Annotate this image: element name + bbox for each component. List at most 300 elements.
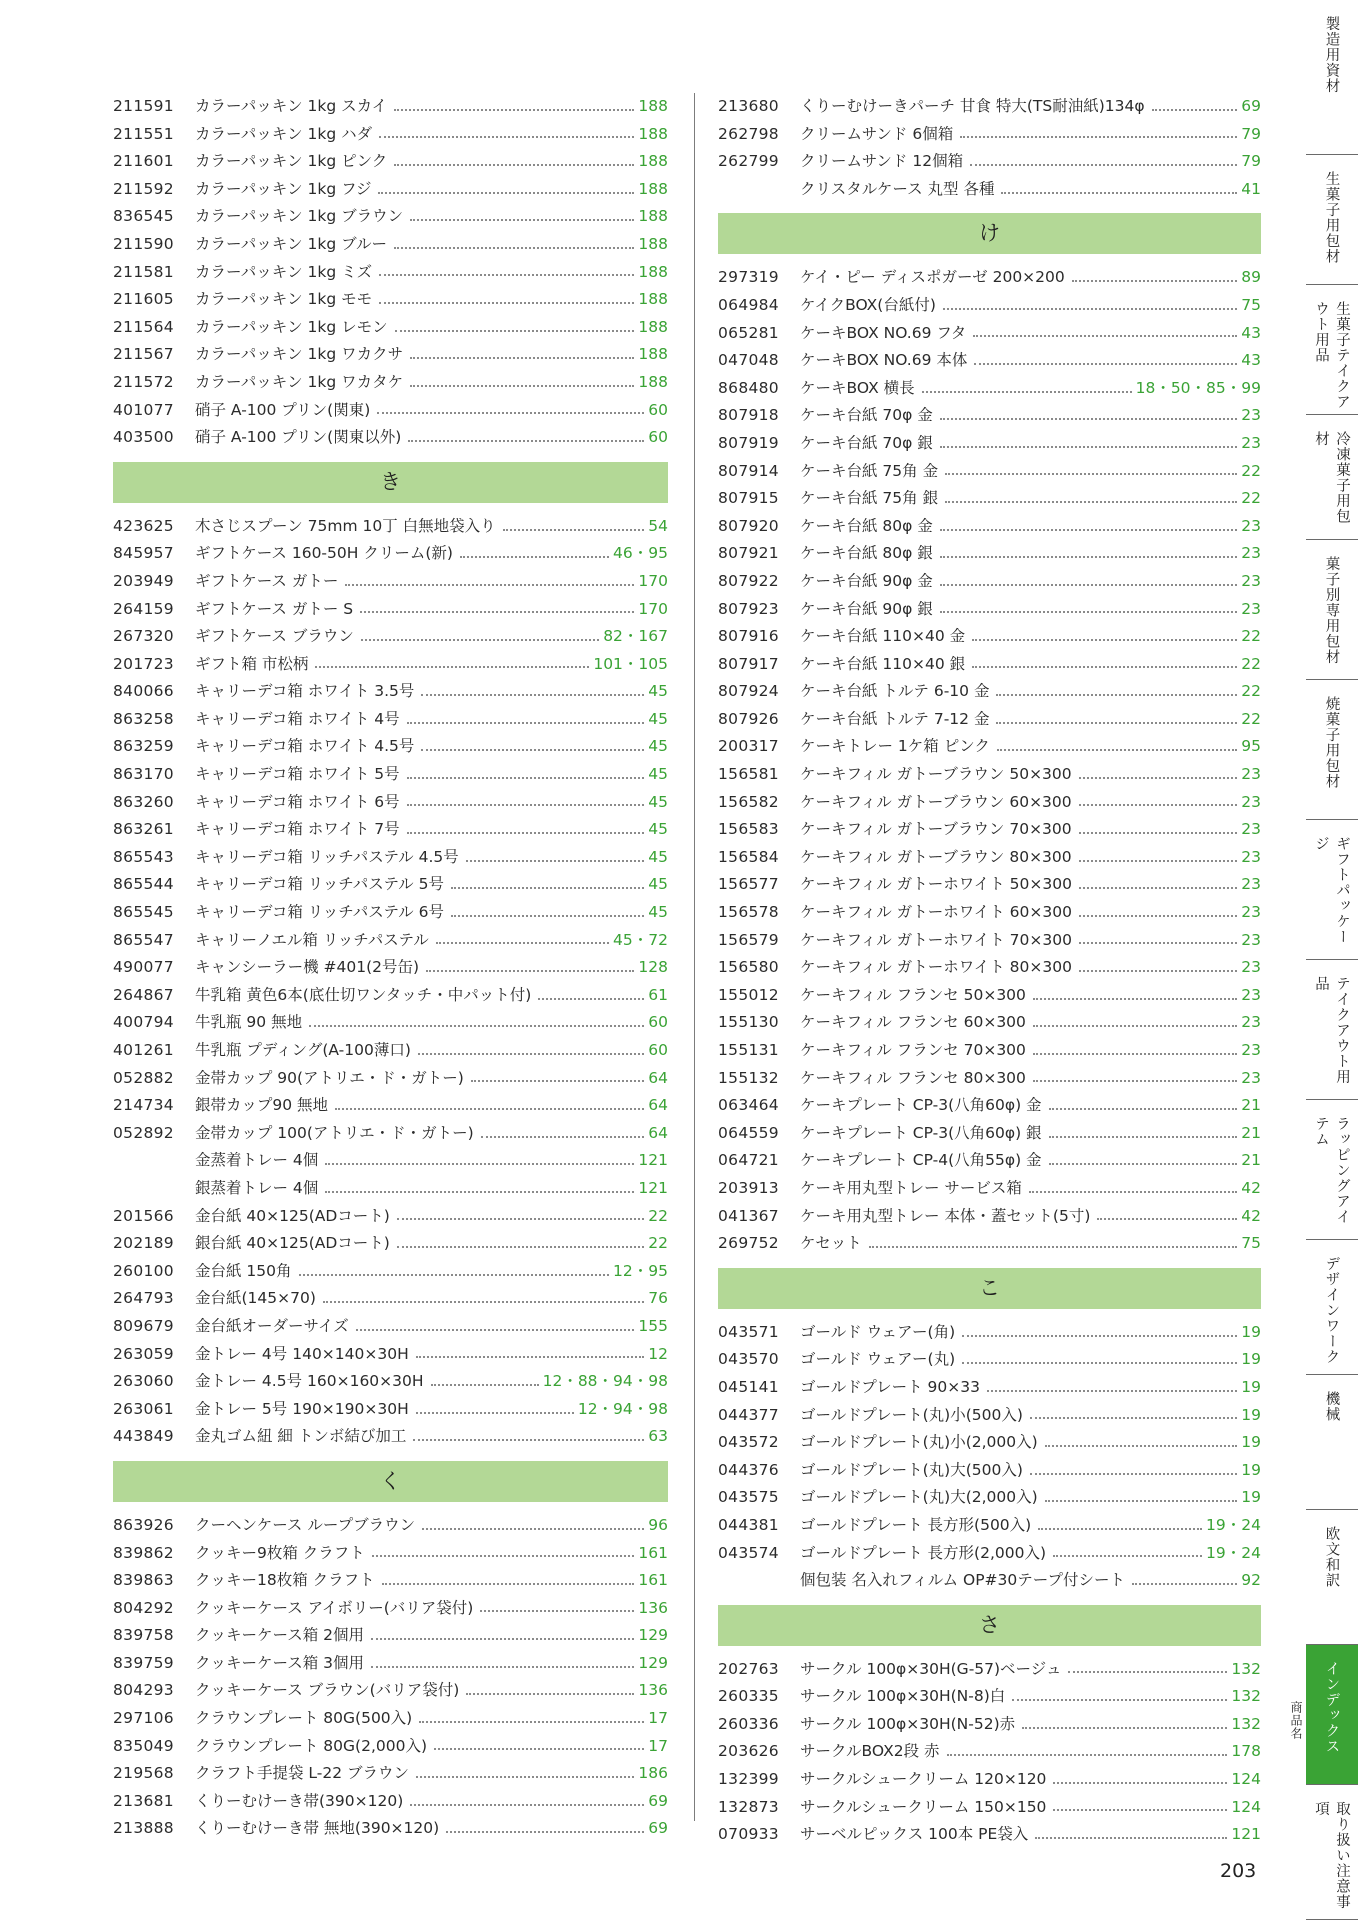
- page-reference-link[interactable]: 22: [1241, 709, 1261, 728]
- page-reference-link[interactable]: 188: [638, 207, 668, 226]
- product-code: 807914: [718, 461, 779, 480]
- product-code: 156580: [718, 958, 779, 977]
- dot-leader: [421, 694, 644, 696]
- page-reference-link[interactable]: 129: [638, 1653, 668, 1672]
- product-code: 156583: [718, 820, 779, 839]
- dot-leader: [394, 109, 634, 111]
- dot-leader: [1079, 915, 1237, 917]
- product-name: ケーキプレート CP-3(八角60φ) 銀: [800, 1123, 1042, 1142]
- dot-leader: [299, 1274, 610, 1276]
- product-name: クーヘンケース ループブラウン: [195, 1515, 416, 1534]
- page-reference-link[interactable]: 128: [638, 958, 668, 977]
- index-entry: [718, 568, 1261, 596]
- page-reference-link[interactable]: 188: [638, 262, 668, 281]
- product-code: 863170: [113, 765, 174, 784]
- product-code: 043571: [718, 1322, 779, 1341]
- page-reference-link[interactable]: 43: [1241, 351, 1261, 370]
- page-reference-link[interactable]: 17: [648, 1736, 668, 1755]
- index-entry: [718, 1009, 1261, 1037]
- index-entry: [718, 954, 1261, 982]
- page-reference-link[interactable]: 12: [648, 1344, 668, 1363]
- page-reference-link[interactable]: 178: [1231, 1742, 1261, 1761]
- product-code: 211601: [113, 152, 174, 171]
- product-code: 264159: [113, 599, 174, 618]
- index-entry: [113, 1230, 668, 1258]
- product-name: ケーキ台紙 トルテ 7-12 金: [800, 709, 990, 728]
- page-reference-link[interactable]: 45: [648, 847, 668, 866]
- product-code: 807918: [718, 406, 779, 425]
- section-tab-bar: [1306, 0, 1358, 1920]
- index-entry: [718, 176, 1261, 204]
- dot-leader: [1053, 1809, 1227, 1811]
- page-reference-link[interactable]: 60: [648, 1013, 668, 1032]
- page-reference-link[interactable]: 45: [648, 737, 668, 756]
- product-code: 219568: [113, 1764, 174, 1783]
- index-entry: [113, 369, 668, 397]
- index-entry: [113, 871, 668, 899]
- dot-leader: [382, 1583, 635, 1585]
- index-entry: [113, 231, 668, 259]
- product-code: 201566: [113, 1206, 174, 1225]
- product-code: 809679: [113, 1316, 174, 1335]
- page-reference-link[interactable]: 64: [648, 1123, 668, 1142]
- page-reference-link[interactable]: 132: [1231, 1714, 1261, 1733]
- page-reference-link[interactable]: 45: [648, 903, 668, 922]
- index-entry: [718, 1484, 1261, 1512]
- page-reference-link[interactable]: 19: [1241, 1405, 1261, 1424]
- index-entry: [718, 596, 1261, 624]
- page-reference-link[interactable]: 22: [1241, 489, 1261, 508]
- page-reference-link[interactable]: 170: [638, 571, 668, 590]
- side-tab[interactable]: [1306, 960, 1358, 1100]
- page-reference-link[interactable]: 45: [648, 875, 668, 894]
- page-reference-link[interactable]: 19・24: [1206, 1543, 1261, 1562]
- product-code: 807922: [718, 571, 779, 590]
- index-entry: [718, 540, 1261, 568]
- page-reference-link[interactable]: 22: [1241, 627, 1261, 646]
- product-name: ケーキ用丸型トレー 本体・蓋セット(5寸): [800, 1206, 1091, 1225]
- product-code: 865543: [113, 847, 174, 866]
- page-reference-link[interactable]: 19・24: [1206, 1515, 1261, 1534]
- dot-leader: [371, 1638, 634, 1640]
- page-reference-link[interactable]: 79: [1241, 124, 1261, 143]
- product-name: ケイクBOX(台紙付): [800, 295, 936, 314]
- page-reference-link[interactable]: 69: [648, 1819, 668, 1838]
- page-reference-link[interactable]: 161: [638, 1571, 668, 1590]
- product-name: 金台紙 40×125(ADコート): [195, 1206, 390, 1225]
- page-reference-link[interactable]: 45: [648, 682, 668, 701]
- page-reference-link[interactable]: 45: [648, 765, 668, 784]
- page-reference-link[interactable]: 42: [1241, 1178, 1261, 1197]
- dot-leader: [413, 1439, 644, 1441]
- page-reference-link[interactable]: 54: [648, 516, 668, 535]
- page-reference-link[interactable]: 22: [1241, 461, 1261, 480]
- page-reference-link[interactable]: 45・72: [613, 930, 668, 949]
- side-tab[interactable]: [1306, 1645, 1358, 1785]
- page-reference-link[interactable]: 121: [1231, 1825, 1261, 1844]
- index-entry: [113, 1120, 668, 1148]
- dot-leader: [426, 970, 634, 972]
- page-reference-link[interactable]: 23: [1241, 875, 1261, 894]
- side-tab-label: テイクアウト用品: [1313, 976, 1350, 1085]
- page-reference-link[interactable]: 19: [1241, 1350, 1261, 1369]
- index-entry: [113, 1009, 668, 1037]
- dot-leader: [397, 1218, 644, 1220]
- page-reference-link[interactable]: 60: [648, 428, 668, 447]
- side-tab[interactable]: [1306, 540, 1358, 680]
- page-reference-link[interactable]: 136: [638, 1681, 668, 1700]
- page-reference-link[interactable]: 23: [1241, 765, 1261, 784]
- dot-leader: [410, 385, 634, 387]
- page-reference-link[interactable]: 92: [1241, 1571, 1261, 1590]
- page-reference-link[interactable]: 95: [1241, 737, 1261, 756]
- product-code: 400794: [113, 1013, 174, 1032]
- index-entry: [718, 623, 1261, 651]
- dot-leader: [481, 1136, 645, 1138]
- index-entry: [113, 259, 668, 287]
- page-reference-link[interactable]: 61: [648, 985, 668, 1004]
- page-reference-link[interactable]: 188: [638, 372, 668, 391]
- index-entry: [718, 375, 1261, 403]
- index-entry: [718, 93, 1261, 121]
- product-name: キャリーデコ箱 ホワイト 3.5号: [195, 682, 415, 701]
- dot-leader: [940, 584, 1237, 586]
- product-name: キャリーデコ箱 リッチパステル 5号: [195, 875, 444, 894]
- page-reference-link[interactable]: 82・167: [603, 627, 668, 646]
- product-code: 213681: [113, 1791, 174, 1810]
- product-name: 牛乳瓶 90 無地: [195, 1013, 303, 1032]
- product-name: ケーキフィル ガトーブラウン 60×300: [800, 792, 1072, 811]
- page-reference-link[interactable]: 18・50・85・99: [1135, 378, 1261, 397]
- page-reference-link[interactable]: 121: [638, 1178, 668, 1197]
- product-name: ケーキフィル ガトーホワイト 70×300: [800, 930, 1072, 949]
- index-entry: [718, 871, 1261, 899]
- index-entry: [718, 1346, 1261, 1374]
- index-entry: [718, 899, 1261, 927]
- dot-leader: [1079, 804, 1238, 806]
- product-name: クラフト手提袋 L-22 ブラウン: [195, 1764, 410, 1783]
- page-reference-link[interactable]: 132: [1231, 1659, 1261, 1678]
- side-tab-label: 取り扱い注意事項: [1313, 1801, 1350, 1910]
- index-entry: [113, 761, 668, 789]
- side-tab[interactable]: [1306, 415, 1358, 540]
- side-tab[interactable]: [1306, 1240, 1358, 1375]
- product-code: 845957: [113, 544, 174, 563]
- page-reference-link[interactable]: 155: [638, 1316, 668, 1335]
- side-tab[interactable]: [1306, 155, 1358, 285]
- page-reference-link[interactable]: 41: [1241, 179, 1261, 198]
- index-entry: [718, 1319, 1261, 1347]
- page-reference-link[interactable]: 22: [1241, 654, 1261, 673]
- page-reference-link[interactable]: 132: [1231, 1687, 1261, 1706]
- product-name: キャリーデコ箱 ホワイト 7号: [195, 820, 400, 839]
- product-name: カラーパッキン 1kg ピンク: [195, 152, 388, 171]
- dot-leader: [1053, 1782, 1227, 1784]
- index-entry: [113, 1313, 668, 1341]
- product-name: カラーパッキン 1kg モモ: [195, 290, 373, 309]
- product-code: 863261: [113, 820, 174, 839]
- dot-leader: [372, 1555, 635, 1557]
- page-reference-link[interactable]: 188: [638, 179, 668, 198]
- page-reference-link[interactable]: 76: [648, 1289, 668, 1308]
- index-entry: [718, 1374, 1261, 1402]
- page-reference-link[interactable]: 22: [648, 1234, 668, 1253]
- page-reference-link[interactable]: 161: [638, 1543, 668, 1562]
- index-entry: [718, 1147, 1261, 1175]
- index-entry: [113, 1092, 668, 1120]
- product-name: ケーキプレート CP-3(八角60φ) 金: [800, 1096, 1042, 1115]
- page-reference-link[interactable]: 188: [638, 124, 668, 143]
- product-name: クッキー9枚箱 クラフト: [195, 1543, 365, 1562]
- product-name: サークルシュークリーム 120×120: [800, 1770, 1047, 1789]
- page-reference-link[interactable]: 75: [1241, 295, 1261, 314]
- index-entry: [718, 1711, 1261, 1739]
- dot-leader: [323, 1301, 644, 1303]
- product-code: 807924: [718, 682, 779, 701]
- side-tab[interactable]: [1306, 1100, 1358, 1240]
- section-header: さ: [718, 1605, 1261, 1646]
- page-reference-link[interactable]: 22: [1241, 682, 1261, 701]
- page-reference-link[interactable]: 124: [1231, 1770, 1261, 1789]
- page-reference-link[interactable]: 188: [638, 317, 668, 336]
- page-reference-link[interactable]: 23: [1241, 544, 1261, 563]
- page-reference-link[interactable]: 60: [648, 400, 668, 419]
- page-reference-link[interactable]: 12・88・94・98: [542, 1372, 668, 1391]
- product-code: 203949: [113, 571, 174, 590]
- side-tab[interactable]: [1306, 1510, 1358, 1645]
- product-code: 213680: [718, 97, 779, 115]
- product-code: 297319: [718, 268, 779, 287]
- page-reference-link[interactable]: 69: [1241, 97, 1261, 115]
- side-tab[interactable]: [1306, 1785, 1358, 1920]
- page-reference-link[interactable]: 79: [1241, 152, 1261, 171]
- side-tab[interactable]: [1306, 680, 1358, 820]
- page-reference-link[interactable]: 186: [638, 1764, 668, 1783]
- product-name: サーベルピックス 100本 PE袋入: [800, 1825, 1029, 1844]
- dot-leader: [943, 308, 1237, 310]
- page-reference-link[interactable]: 19: [1241, 1377, 1261, 1396]
- product-code: 200317: [718, 737, 779, 756]
- page-reference-link[interactable]: 19: [1241, 1433, 1261, 1452]
- dot-leader: [947, 1754, 1228, 1756]
- dot-leader: [480, 1610, 634, 1612]
- page-reference-link[interactable]: 23: [1241, 1068, 1261, 1087]
- index-entry: [113, 844, 668, 872]
- dot-leader: [1038, 1528, 1202, 1530]
- page-reference-link[interactable]: 23: [1241, 1041, 1261, 1059]
- page-reference-link[interactable]: 188: [638, 290, 668, 309]
- page-reference-link[interactable]: 23: [1241, 571, 1261, 590]
- index-entry: [718, 706, 1261, 734]
- page-reference-link[interactable]: 12・94・98: [577, 1399, 668, 1418]
- index-entry: [113, 397, 668, 425]
- dot-leader: [466, 860, 645, 862]
- product-name: クリスタルケース 丸型 各種: [800, 179, 995, 198]
- page-reference-link[interactable]: 23: [1241, 406, 1261, 425]
- index-column-right: [718, 93, 1261, 1849]
- product-code: 262798: [718, 124, 779, 143]
- product-code: 804293: [113, 1681, 174, 1700]
- dot-leader: [1079, 970, 1237, 972]
- dot-leader: [1022, 1727, 1227, 1729]
- dot-leader: [1012, 1699, 1227, 1701]
- page-reference-link[interactable]: 21: [1241, 1151, 1261, 1170]
- product-code: 263060: [113, 1372, 174, 1391]
- page-reference-link[interactable]: 21: [1241, 1096, 1261, 1115]
- page-reference-link[interactable]: 23: [1241, 599, 1261, 618]
- product-name: ギフト箱 市松柄: [195, 654, 309, 673]
- product-name: クラウンプレート 80G(500入): [195, 1709, 413, 1728]
- index-entry: [718, 485, 1261, 513]
- dot-leader: [471, 1080, 644, 1082]
- dot-leader: [431, 1384, 539, 1386]
- side-tab[interactable]: [1306, 820, 1358, 960]
- page-reference-link[interactable]: 19: [1241, 1460, 1261, 1479]
- page-reference-link[interactable]: 188: [638, 97, 668, 115]
- index-entry: [718, 927, 1261, 955]
- product-code: 213888: [113, 1819, 174, 1838]
- dot-leader: [987, 1390, 1237, 1392]
- page-reference-link[interactable]: 188: [638, 152, 668, 171]
- page-reference-link[interactable]: 101・105: [593, 654, 668, 673]
- product-code: 043572: [718, 1433, 779, 1452]
- page-reference-link[interactable]: 63: [648, 1427, 668, 1446]
- product-name: くりーむけーきパーチ 甘食 特大(TS耐油紙)134φ: [800, 97, 1145, 115]
- product-code: 044377: [718, 1405, 779, 1424]
- page-reference-link[interactable]: 170: [638, 599, 668, 618]
- index-entry: [113, 706, 668, 734]
- page-reference-link[interactable]: 42: [1241, 1206, 1261, 1225]
- index-entry: [113, 1285, 668, 1313]
- product-name: ゴールドプレート(丸)小(2,000入): [800, 1433, 1038, 1452]
- dot-leader: [996, 722, 1237, 724]
- page-reference-link[interactable]: 136: [638, 1598, 668, 1617]
- page-reference-link[interactable]: 129: [638, 1626, 668, 1645]
- page-reference-link[interactable]: 23: [1241, 930, 1261, 949]
- dot-leader: [974, 363, 1237, 365]
- side-tab-label: デザインワーク: [1323, 1256, 1340, 1365]
- side-tab-label: 欧文和訳: [1323, 1526, 1340, 1588]
- index-entry: [718, 1656, 1261, 1684]
- product-name: ケーキフィル ガトーホワイト 50×300: [800, 875, 1072, 894]
- product-name: ケーキ台紙 70φ 銀: [800, 433, 933, 452]
- dot-leader: [945, 501, 1237, 503]
- page-reference-link[interactable]: 188: [638, 234, 668, 253]
- page-reference-link[interactable]: 45: [648, 792, 668, 811]
- product-name: ケーキフィル フランセ 80×300: [800, 1068, 1026, 1087]
- page-reference-link[interactable]: 21: [1241, 1123, 1261, 1142]
- page-reference-link[interactable]: 23: [1241, 433, 1261, 452]
- dot-leader: [945, 473, 1237, 475]
- page-reference-link[interactable]: 188: [638, 345, 668, 364]
- product-name: サークル 100φ×30H(G-57)ベージュ: [800, 1659, 1062, 1678]
- dot-leader: [1045, 1500, 1238, 1502]
- product-name: カラーパッキン 1kg ブラウン: [195, 207, 404, 226]
- product-name: 金蒸着トレー 4個: [195, 1151, 319, 1170]
- page-reference-link[interactable]: 69: [648, 1791, 668, 1810]
- dot-leader: [1033, 1053, 1237, 1055]
- page-reference-link[interactable]: 64: [648, 1068, 668, 1087]
- product-code: 269752: [718, 1234, 779, 1253]
- page-reference-link[interactable]: 89: [1241, 268, 1261, 287]
- index-entry: [113, 1065, 668, 1093]
- section-header: き: [113, 462, 668, 503]
- product-code: 839759: [113, 1653, 174, 1672]
- product-code: 070933: [718, 1825, 779, 1844]
- page-reference-link[interactable]: 96: [648, 1515, 668, 1534]
- index-entry: [718, 1429, 1261, 1457]
- page-reference-link[interactable]: 23: [1241, 847, 1261, 866]
- index-entry: [718, 1540, 1261, 1568]
- index-entry: [113, 1567, 668, 1595]
- dot-leader: [1079, 832, 1238, 834]
- side-tab[interactable]: [1306, 0, 1358, 155]
- page-reference-link[interactable]: 46・95: [613, 544, 668, 563]
- page-reference-link[interactable]: 64: [648, 1096, 668, 1115]
- page-reference-link[interactable]: 19: [1241, 1322, 1261, 1341]
- product-code: 839862: [113, 1543, 174, 1562]
- page-reference-link[interactable]: 23: [1241, 1013, 1261, 1032]
- index-entry: [718, 264, 1261, 292]
- product-name: ゴールドプレート(丸)大(500入): [800, 1460, 1023, 1479]
- product-code: 840066: [113, 682, 174, 701]
- dot-leader: [416, 1776, 634, 1778]
- index-entry: [718, 1567, 1261, 1595]
- page-reference-link[interactable]: 43: [1241, 323, 1261, 342]
- page-reference-link[interactable]: 23: [1241, 903, 1261, 922]
- page-reference-link[interactable]: 45: [648, 820, 668, 839]
- index-entry: [113, 789, 668, 817]
- page-reference-link[interactable]: 121: [638, 1151, 668, 1170]
- product-name: カラーパッキン 1kg スカイ: [195, 97, 388, 115]
- page-reference-link[interactable]: 23: [1241, 985, 1261, 1004]
- index-entry: [113, 148, 668, 176]
- index-entry: [113, 1815, 668, 1843]
- page-reference-link[interactable]: 19: [1241, 1488, 1261, 1507]
- dot-leader: [410, 1804, 644, 1806]
- page-reference-link[interactable]: 23: [1241, 516, 1261, 535]
- dot-leader: [410, 357, 634, 359]
- side-tab[interactable]: [1306, 1375, 1358, 1510]
- page-reference-link[interactable]: 60: [648, 1041, 668, 1059]
- product-code: 155012: [718, 985, 779, 1004]
- page-reference-link[interactable]: 22: [648, 1206, 668, 1225]
- page-reference-link[interactable]: 75: [1241, 1234, 1261, 1253]
- product-code: 132399: [718, 1770, 779, 1789]
- side-tab[interactable]: [1306, 285, 1358, 415]
- page-reference-link[interactable]: 124: [1231, 1797, 1261, 1816]
- dot-leader: [407, 832, 645, 834]
- page-reference-link[interactable]: 45: [648, 709, 668, 728]
- dot-leader: [379, 274, 634, 276]
- page-reference-link[interactable]: 12・95: [613, 1261, 668, 1280]
- product-name: カラーパッキン 1kg レモン: [195, 317, 388, 336]
- product-code: 156584: [718, 847, 779, 866]
- product-name: カラーパッキン 1kg ハダ: [195, 124, 373, 143]
- page-reference-link[interactable]: 23: [1241, 792, 1261, 811]
- product-code: 203626: [718, 1742, 779, 1761]
- product-code: 064559: [718, 1123, 779, 1142]
- index-entry: [113, 651, 668, 679]
- page-reference-link[interactable]: 17: [648, 1709, 668, 1728]
- index-entry: [718, 651, 1261, 679]
- index-entry: [113, 1258, 668, 1286]
- product-name: 金台紙 150角: [195, 1261, 292, 1280]
- page-reference-link[interactable]: 23: [1241, 958, 1261, 977]
- product-code: 865544: [113, 875, 174, 894]
- page-reference-link[interactable]: 23: [1241, 820, 1261, 839]
- product-code: 043570: [718, 1350, 779, 1369]
